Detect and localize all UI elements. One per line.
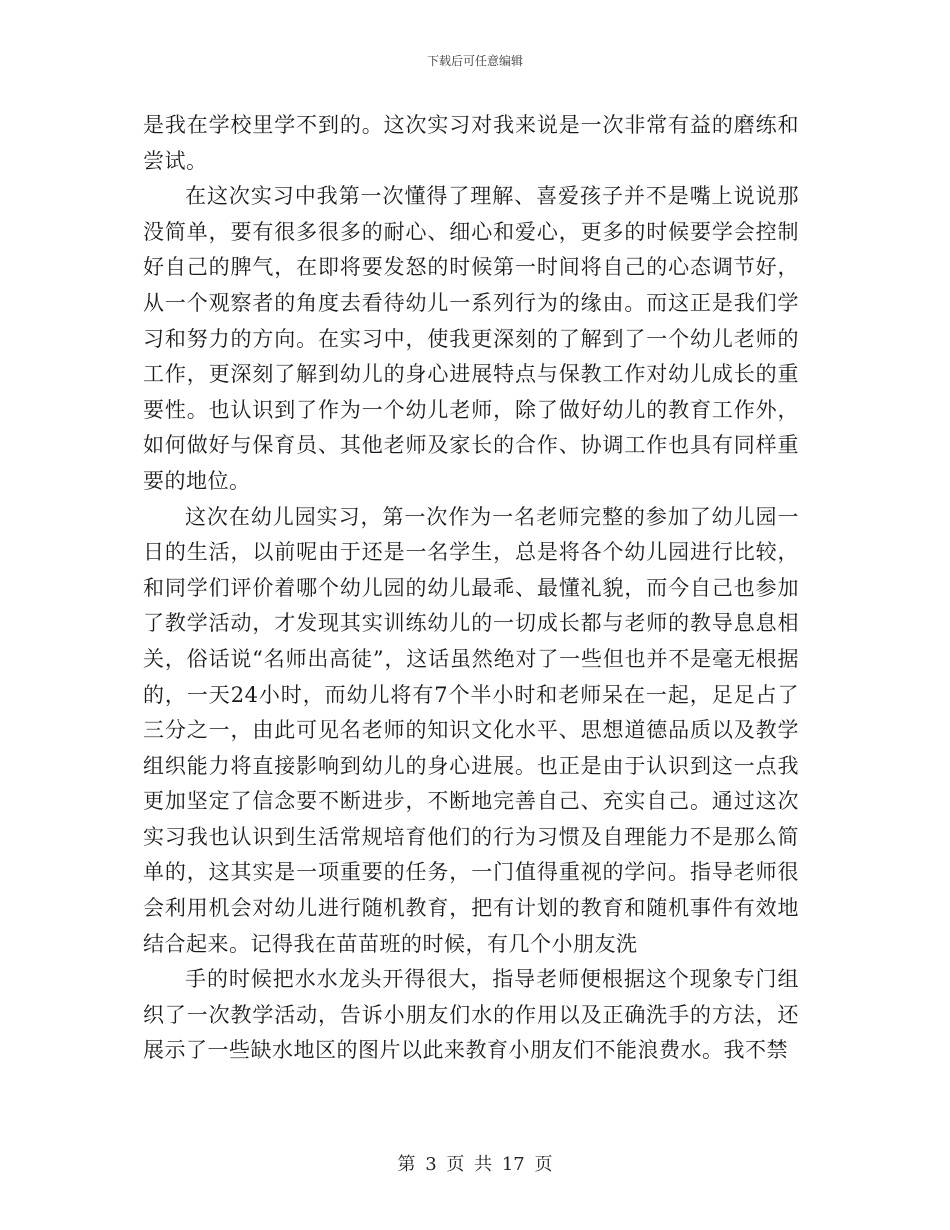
paragraph-3: 这次在幼儿园实习，第一次作为一名老师完整的参加了幼儿园一日的生活，以前呢由于还是一名学生，总是将各个幼儿园进行比较，和同学们评价着哪个幼儿园的幼儿最乖、最懂礼貌，而今自己也参加了教学活动，才发现其实训练幼儿的一切成长都与老师的教导息息相关，俗话说“名师出高徒”，这话虽然绝对了一些但也并不是毫无根据的，一天24小时，而幼儿将有7个半小时和老师呆在一起，足足占了三分之一，由此可见名老师的知识文化水平、思想道德品质以及教学组织能力将直接影响到幼儿的身心进展。也正是由于认识到这一点我更加坚定了信念要不断进步，不断地完善自己、充实自己。通过这次实习我也认识到生活常规培育他们的行为习惯及自理能力不是那么简单的，这其实是一项重要的任务，一门值得重视的学问。指导老师很会利用机会对幼儿进行随机教育，把有计划的教育和随机事件有效地结合起来。记得我在苗苗班的时候，有几个小朋友洗 — [143, 504, 799, 956]
paragraph-2: 在这次实习中我第一次懂得了理解、喜爱孩子并不是嘴上说说那没简单，要有很多很多的耐心、细心和爱心，更多的时候要学会控制好自己的脾气，在即将要发怒的时候第一时间将自己的心态调节好，从一个观察者的角度去看待幼儿一系列行为的缘由。而这正是我们学习和努力的方向。在实习中，使我更深刻的了解到了一个幼儿老师的工作，更深刻了解到幼儿的身心进展特点与保教工作对幼儿成长的重要性。也认识到了作为一个幼儿老师，除了做好幼儿的教育工作外，如何做好与保育员、其他老师及家长的合作、协调工作也具有同样重要的地位。 — [143, 184, 799, 493]
page-header: 下载后可任意编辑 — [426, 54, 523, 68]
page-footer: 第 3 页 共 17 页 — [397, 1154, 553, 1175]
paragraph-1: 是我在学校里学不到的。这次实习对我来说是一次非常有益的磨练和尝试。 — [143, 113, 799, 173]
paragraph-4: 手的时候把水水龙头开得很大，指导老师便根据这个现象专门组织了一次教学活动，告诉小朋友们水的作用以及正确洗手的方法，还展示了一些缺水地区的图片以此来教育小朋友们不能浪费水。我不禁 — [143, 967, 799, 1063]
body-text — [143, 108, 799, 1069]
